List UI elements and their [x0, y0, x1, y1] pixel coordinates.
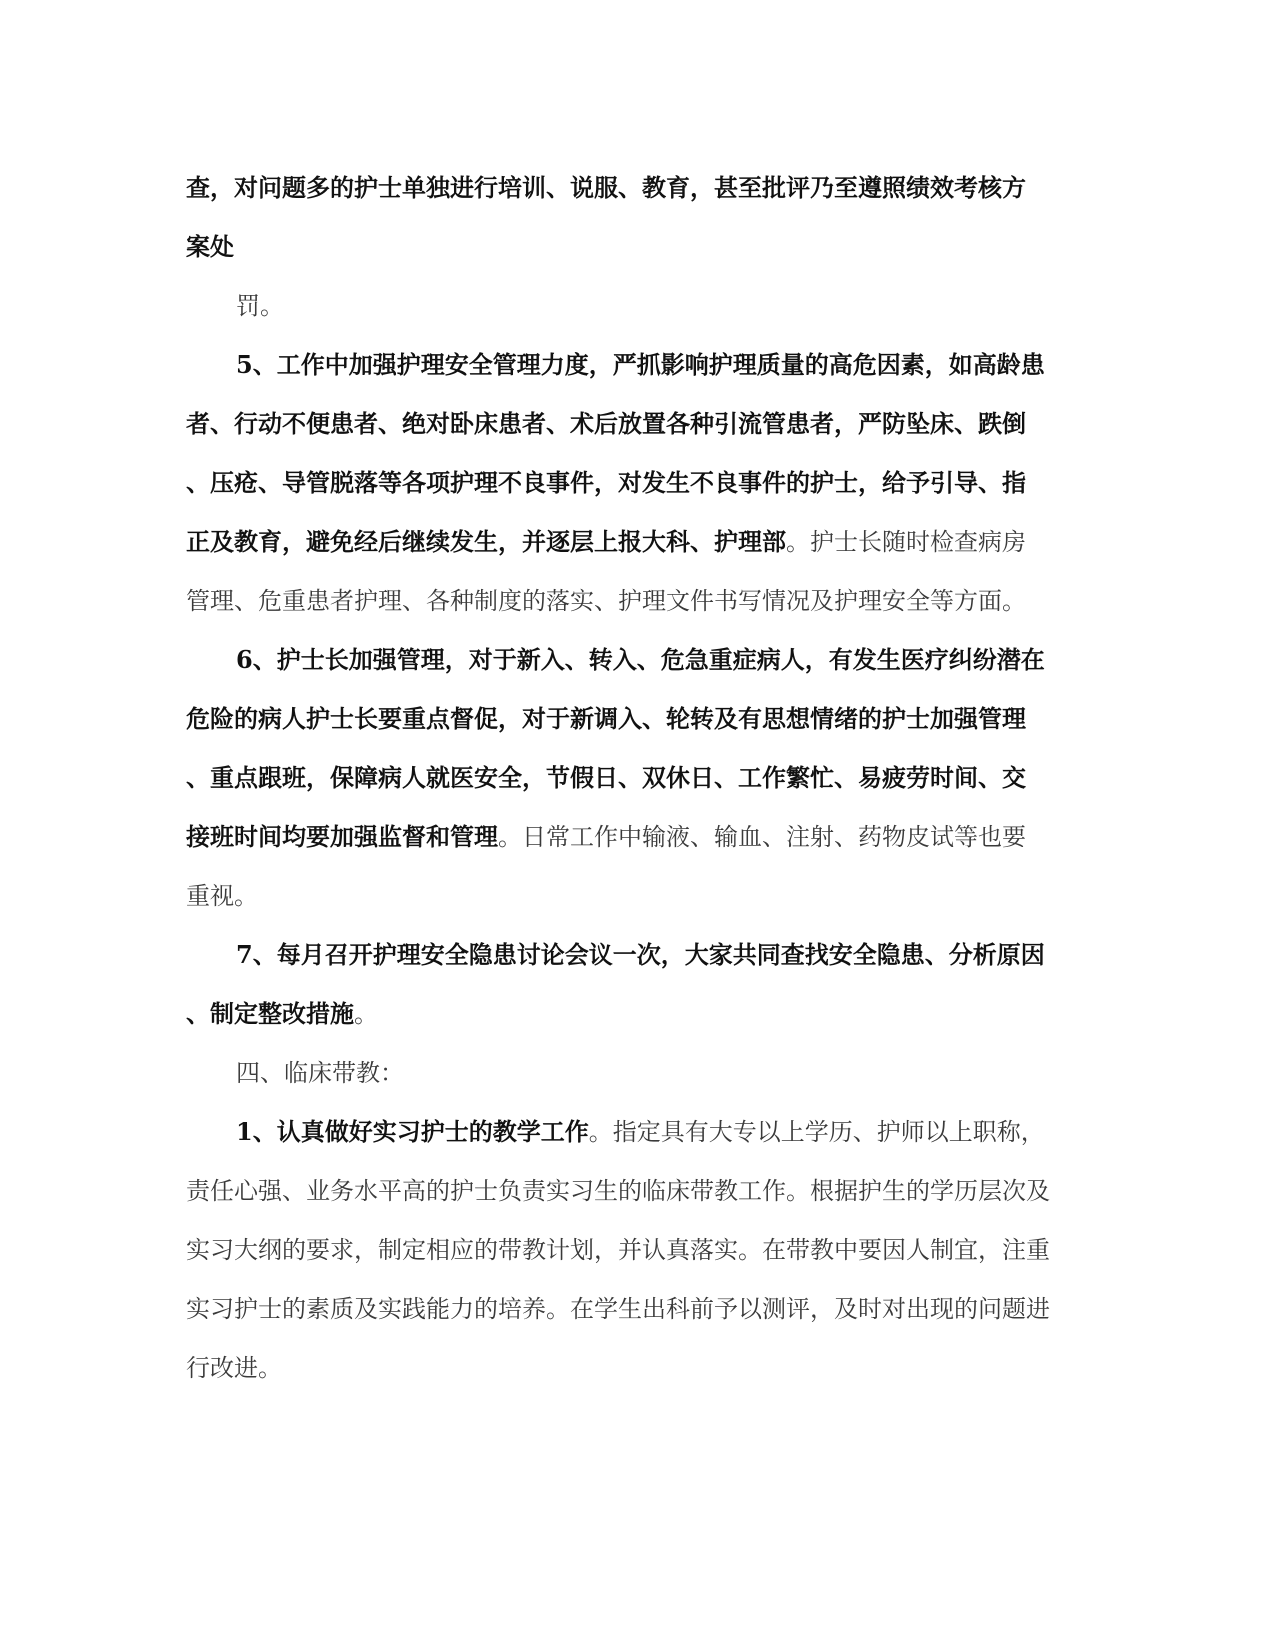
paragraph-7-start: [186, 925, 1086, 984]
text-line: [186, 1338, 1086, 1397]
normal-text: 实习大纲的要求，制定相应的带教计划，并认真落实。在带教中要因人制宜，注重: [186, 1236, 1050, 1264]
bold-text: 、压疮、导管脱落等各项护理不良事件，对发生不良事件的护士，给予引导、指: [186, 468, 1026, 497]
bold-text: 案处: [186, 232, 234, 261]
normal-text: 。: [354, 1000, 378, 1028]
text-line: [186, 807, 1086, 866]
bold-text: 正及教育，避免经后继续发生，并逐层上报大科、护理部: [186, 527, 786, 556]
text-line: [186, 748, 1086, 807]
text-line: [186, 1279, 1086, 1338]
paragraph-1-start: [186, 1102, 1086, 1161]
bold-text: 者、行动不便患者、绝对卧床患者、术后放置各种引流管患者，严防坠床、跌倒: [186, 409, 1026, 438]
bold-text: 查，对问题多的护士单独进行培训、说服、教育，甚至批评乃至遵照绩效考核方: [186, 173, 1026, 202]
text-line: [186, 512, 1086, 571]
text-line: [186, 1161, 1086, 1220]
normal-text: 罚。: [236, 292, 284, 320]
paragraph-6-start: [186, 630, 1086, 689]
text-line: [186, 158, 1086, 217]
section-heading: [186, 1043, 1086, 1102]
normal-text: 实习护士的素质及实践能力的培养。在学生出科前予以测评，及时对出现的问题进: [186, 1295, 1050, 1323]
text-line: [186, 866, 1086, 925]
normal-text: 管理、危重患者护理、各种制度的落实、护理文件书写情况及护理安全等方面。: [186, 587, 1026, 615]
normal-text: 。日常工作中输液、输血、注射、药物皮试等也要: [498, 823, 1026, 851]
text-line: [186, 689, 1086, 748]
text-line: [186, 453, 1086, 512]
bold-text: 6、护士长加强管理，对于新入、转入、危急重症病人，有发生医疗纠纷潜在: [236, 645, 1045, 674]
heading-text: 四、临床带教：: [236, 1059, 404, 1087]
text-line: [186, 217, 1086, 276]
text-line: [186, 984, 1086, 1043]
normal-text: 。指定具有大专以上学历、护师以上职称，: [588, 1118, 1045, 1146]
text-line: [186, 571, 1086, 630]
normal-text: 重视。: [186, 882, 258, 910]
text-line: [186, 394, 1086, 453]
bold-text: 危险的病人护士长要重点督促，对于新调入、轮转及有思想情绪的护士加强管理: [186, 704, 1026, 733]
bold-text: 1、认真做好实习护士的教学工作: [236, 1117, 589, 1146]
bold-text: 接班时间均要加强监督和管理: [186, 822, 498, 851]
bold-text: 5、工作中加强护理安全管理力度，严抓影响护理质量的高危因素，如高龄患: [236, 350, 1045, 379]
document-body: [186, 158, 1086, 1397]
text-line: [186, 1220, 1086, 1279]
bold-text: 7、每月召开护理安全隐患讨论会议一次，大家共同查找安全隐患、分析原因: [236, 940, 1045, 969]
normal-text: 行改进。: [186, 1354, 282, 1382]
bold-text: 、制定整改措施: [186, 999, 354, 1028]
paragraph-5-start: [186, 335, 1086, 394]
text-line: [186, 276, 1086, 335]
normal-text: 。护士长随时检查病房: [786, 528, 1026, 556]
bold-text: 、重点跟班，保障病人就医安全，节假日、双休日、工作繁忙、易疲劳时间、交: [186, 763, 1026, 792]
normal-text: 责任心强、业务水平高的护士负责实习生的临床带教工作。根据护生的学历层次及: [186, 1177, 1050, 1205]
